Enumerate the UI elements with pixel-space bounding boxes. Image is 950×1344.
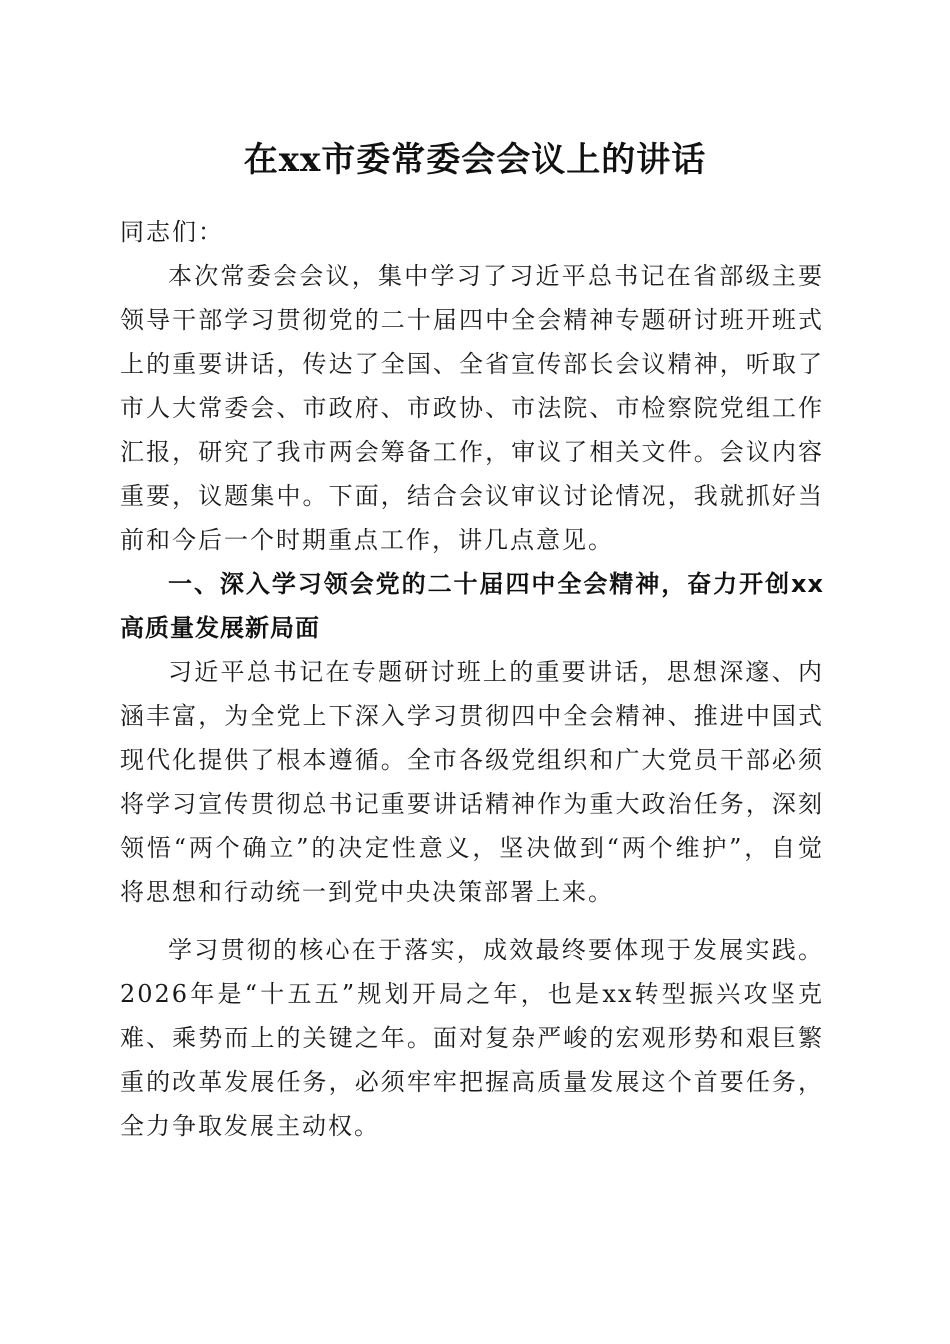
section-heading-1: 一、深入学习领会党的二十届四中全会精神，奋力开创xx高质量发展新局面 [120, 570, 824, 642]
document-body [120, 210, 824, 1148]
paragraph-opening: 本次常委会会议，集中学习了习近平总书记在省部级主要领导干部学习贯彻党的二十届四中全会精神专题研讨班开班式上的重要讲话，传达了全国、全省宣传部长会议精神，听取了市人大常委会、市政府、市政协、市法院、市检察院党组工作汇报，研究了我市两会筹备工作，审议了相关文件。会议内容重要，议题集中。下面，结合会议审议讨论情况，我就抓好当前和今后一个时期重点工作，讲几点意见。 [120, 262, 824, 554]
paragraph-speech-significance: 习近平总书记在专题研讨班上的重要讲话，思想深邃、内涵丰富，为全党上下深入学习贯彻四中全会精神、推进中国式现代化提供了根本遵循。全市各级党组织和广大党员干部必须将学习宣传贯彻总书记重要讲话精神作为重大政治任务，深刻领悟“两个确立”的决定性意义，坚决做到“两个维护”，自觉将思想和行动统一到党中央决策部署上来。 [120, 658, 824, 906]
document-title: 在xx市委常委会会议上的讲话 [243, 140, 707, 180]
salutation: 同志们： [120, 218, 224, 246]
paragraph-implementation: 学习贯彻的核心在于落实，成效最终要体现于发展实践。2026年是“十五五”规划开局之年，也是xx转型振兴攻坚克难、乘势而上的关键之年。面对复杂严峻的宏观形势和艰巨繁重的改革发展任务，必须牢牢把握高质量发展这个首要任务，全力争取发展主动权。 [120, 936, 824, 1140]
